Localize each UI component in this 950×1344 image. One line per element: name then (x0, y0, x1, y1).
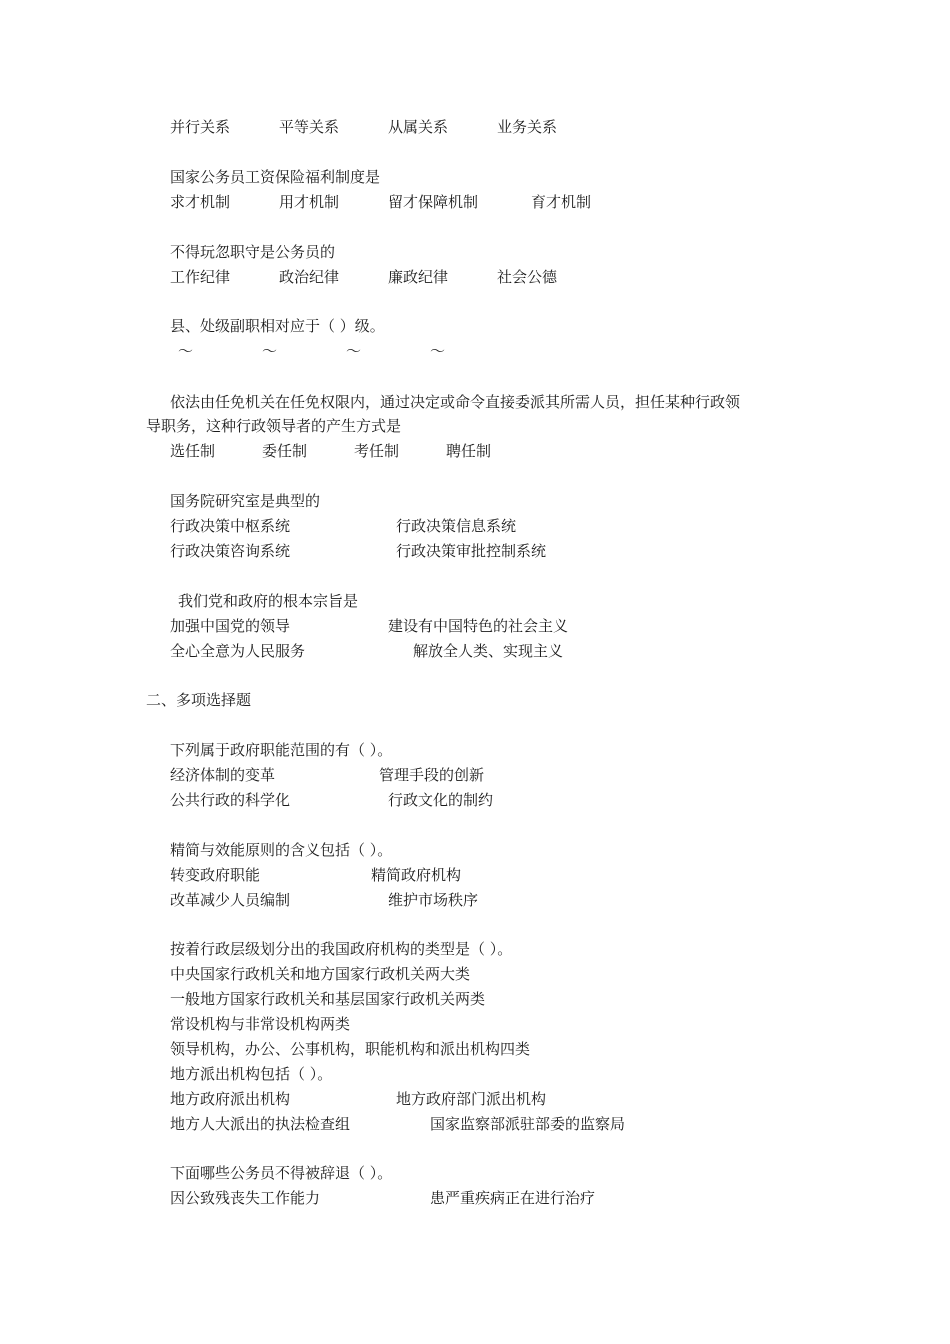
m5-option-b: 患严重疾病正在进行治疗 (430, 1189, 596, 1207)
m5-stem: 下面哪些公务员不得被辞退（ ）。 (170, 1164, 393, 1182)
q5-option-a: 选任制 (170, 442, 216, 460)
q4-stem: 县、处级副职相对应于（ ）级。 (170, 317, 385, 335)
q3-option-c: 廉政纪律 (388, 268, 449, 286)
q5-option-d: 聘任制 (446, 442, 492, 460)
m4-option-c: 地方人大派出的执法检查组 (170, 1115, 351, 1133)
q4-option-a: ～ (178, 342, 194, 360)
q4-option-b: ～ (262, 342, 278, 360)
m3-option-d: 领导机构，办公、公事机构，职能机构和派出机构四类 (170, 1040, 531, 1058)
q1-option-b: 平等关系 (279, 118, 340, 136)
m4-option-b: 地方政府部门派出机构 (396, 1090, 547, 1108)
m2-option-c: 改革减少人员编制 (170, 891, 291, 909)
q2-option-b: 用才机制 (279, 193, 340, 211)
q1-option-d: 业务关系 (497, 118, 558, 136)
q2-option-d: 育才机制 (531, 193, 592, 211)
m4-stem: 地方派出机构包括（ ）。 (170, 1065, 333, 1083)
m2-stem: 精简与效能原则的含义包括（ ）。 (170, 841, 393, 859)
m1-option-a: 经济体制的变革 (170, 766, 276, 784)
q3-option-d: 社会公德 (497, 268, 558, 286)
m3-option-b: 一般地方国家行政机关和基层国家行政机关两类 (170, 990, 486, 1008)
q5-stem-line1: 依法由任免机关在任免权限内，通过决定或命令直接委派其所需人员，担任某种行政领 (170, 393, 741, 411)
q4-option-c: ～ (346, 342, 362, 360)
m4-option-a: 地方政府派出机构 (170, 1090, 291, 1108)
q2-option-a: 求才机制 (170, 193, 231, 211)
m2-option-d: 维护市场秩序 (388, 891, 479, 909)
m3-stem: 按着行政层级划分出的我国政府机构的类型是（ ）。 (170, 940, 513, 958)
section-heading-multiple-choice: 二、多项选择题 (146, 691, 252, 709)
q3-stem: 不得玩忽职守是公务员的 (170, 243, 336, 261)
q7-option-b: 建设有中国特色的社会主义 (388, 617, 569, 635)
q6-option-d: 行政决策审批控制系统 (396, 542, 547, 560)
m3-option-a: 中央国家行政机关和地方国家行政机关两大类 (170, 965, 471, 983)
q1-option-c: 从属关系 (388, 118, 449, 136)
q3-option-a: 工作纪律 (170, 268, 231, 286)
q6-option-c: 行政决策咨询系统 (170, 542, 291, 560)
q1-option-a: 并行关系 (170, 118, 231, 136)
q2-option-c: 留才保障机制 (388, 193, 479, 211)
m4-option-d: 国家监察部派驻部委的监察局 (430, 1115, 626, 1133)
m3-option-c: 常设机构与非常设机构两类 (170, 1015, 351, 1033)
q5-option-b: 委任制 (262, 442, 308, 460)
q7-option-d: 解放全人类、实现主义 (413, 642, 564, 660)
m2-option-a: 转变政府职能 (170, 866, 261, 884)
q6-stem: 国务院研究室是典型的 (170, 492, 321, 510)
m2-option-b: 精简政府机构 (371, 866, 462, 884)
q6-option-a: 行政决策中枢系统 (170, 517, 291, 535)
q7-option-c: 全心全意为人民服务 (170, 642, 306, 660)
m1-stem: 下列属于政府职能范围的有（ ）。 (170, 741, 393, 759)
q5-stem-line2: 导职务，这种行政领导者的产生方式是 (146, 417, 402, 435)
q7-stem: 我们党和政府的根本宗旨是 (178, 592, 359, 610)
q4-option-d: ～ (430, 342, 446, 360)
m5-option-a: 因公致残丧失工作能力 (170, 1189, 321, 1207)
q5-option-c: 考任制 (354, 442, 400, 460)
q2-stem: 国家公务员工资保险福利制度是 (170, 168, 381, 186)
m1-option-b: 管理手段的创新 (379, 766, 485, 784)
m1-option-c: 公共行政的科学化 (170, 791, 291, 809)
q3-option-b: 政治纪律 (279, 268, 340, 286)
q7-option-a: 加强中国党的领导 (170, 617, 291, 635)
m1-option-d: 行政文化的制约 (388, 791, 494, 809)
q6-option-b: 行政决策信息系统 (396, 517, 517, 535)
